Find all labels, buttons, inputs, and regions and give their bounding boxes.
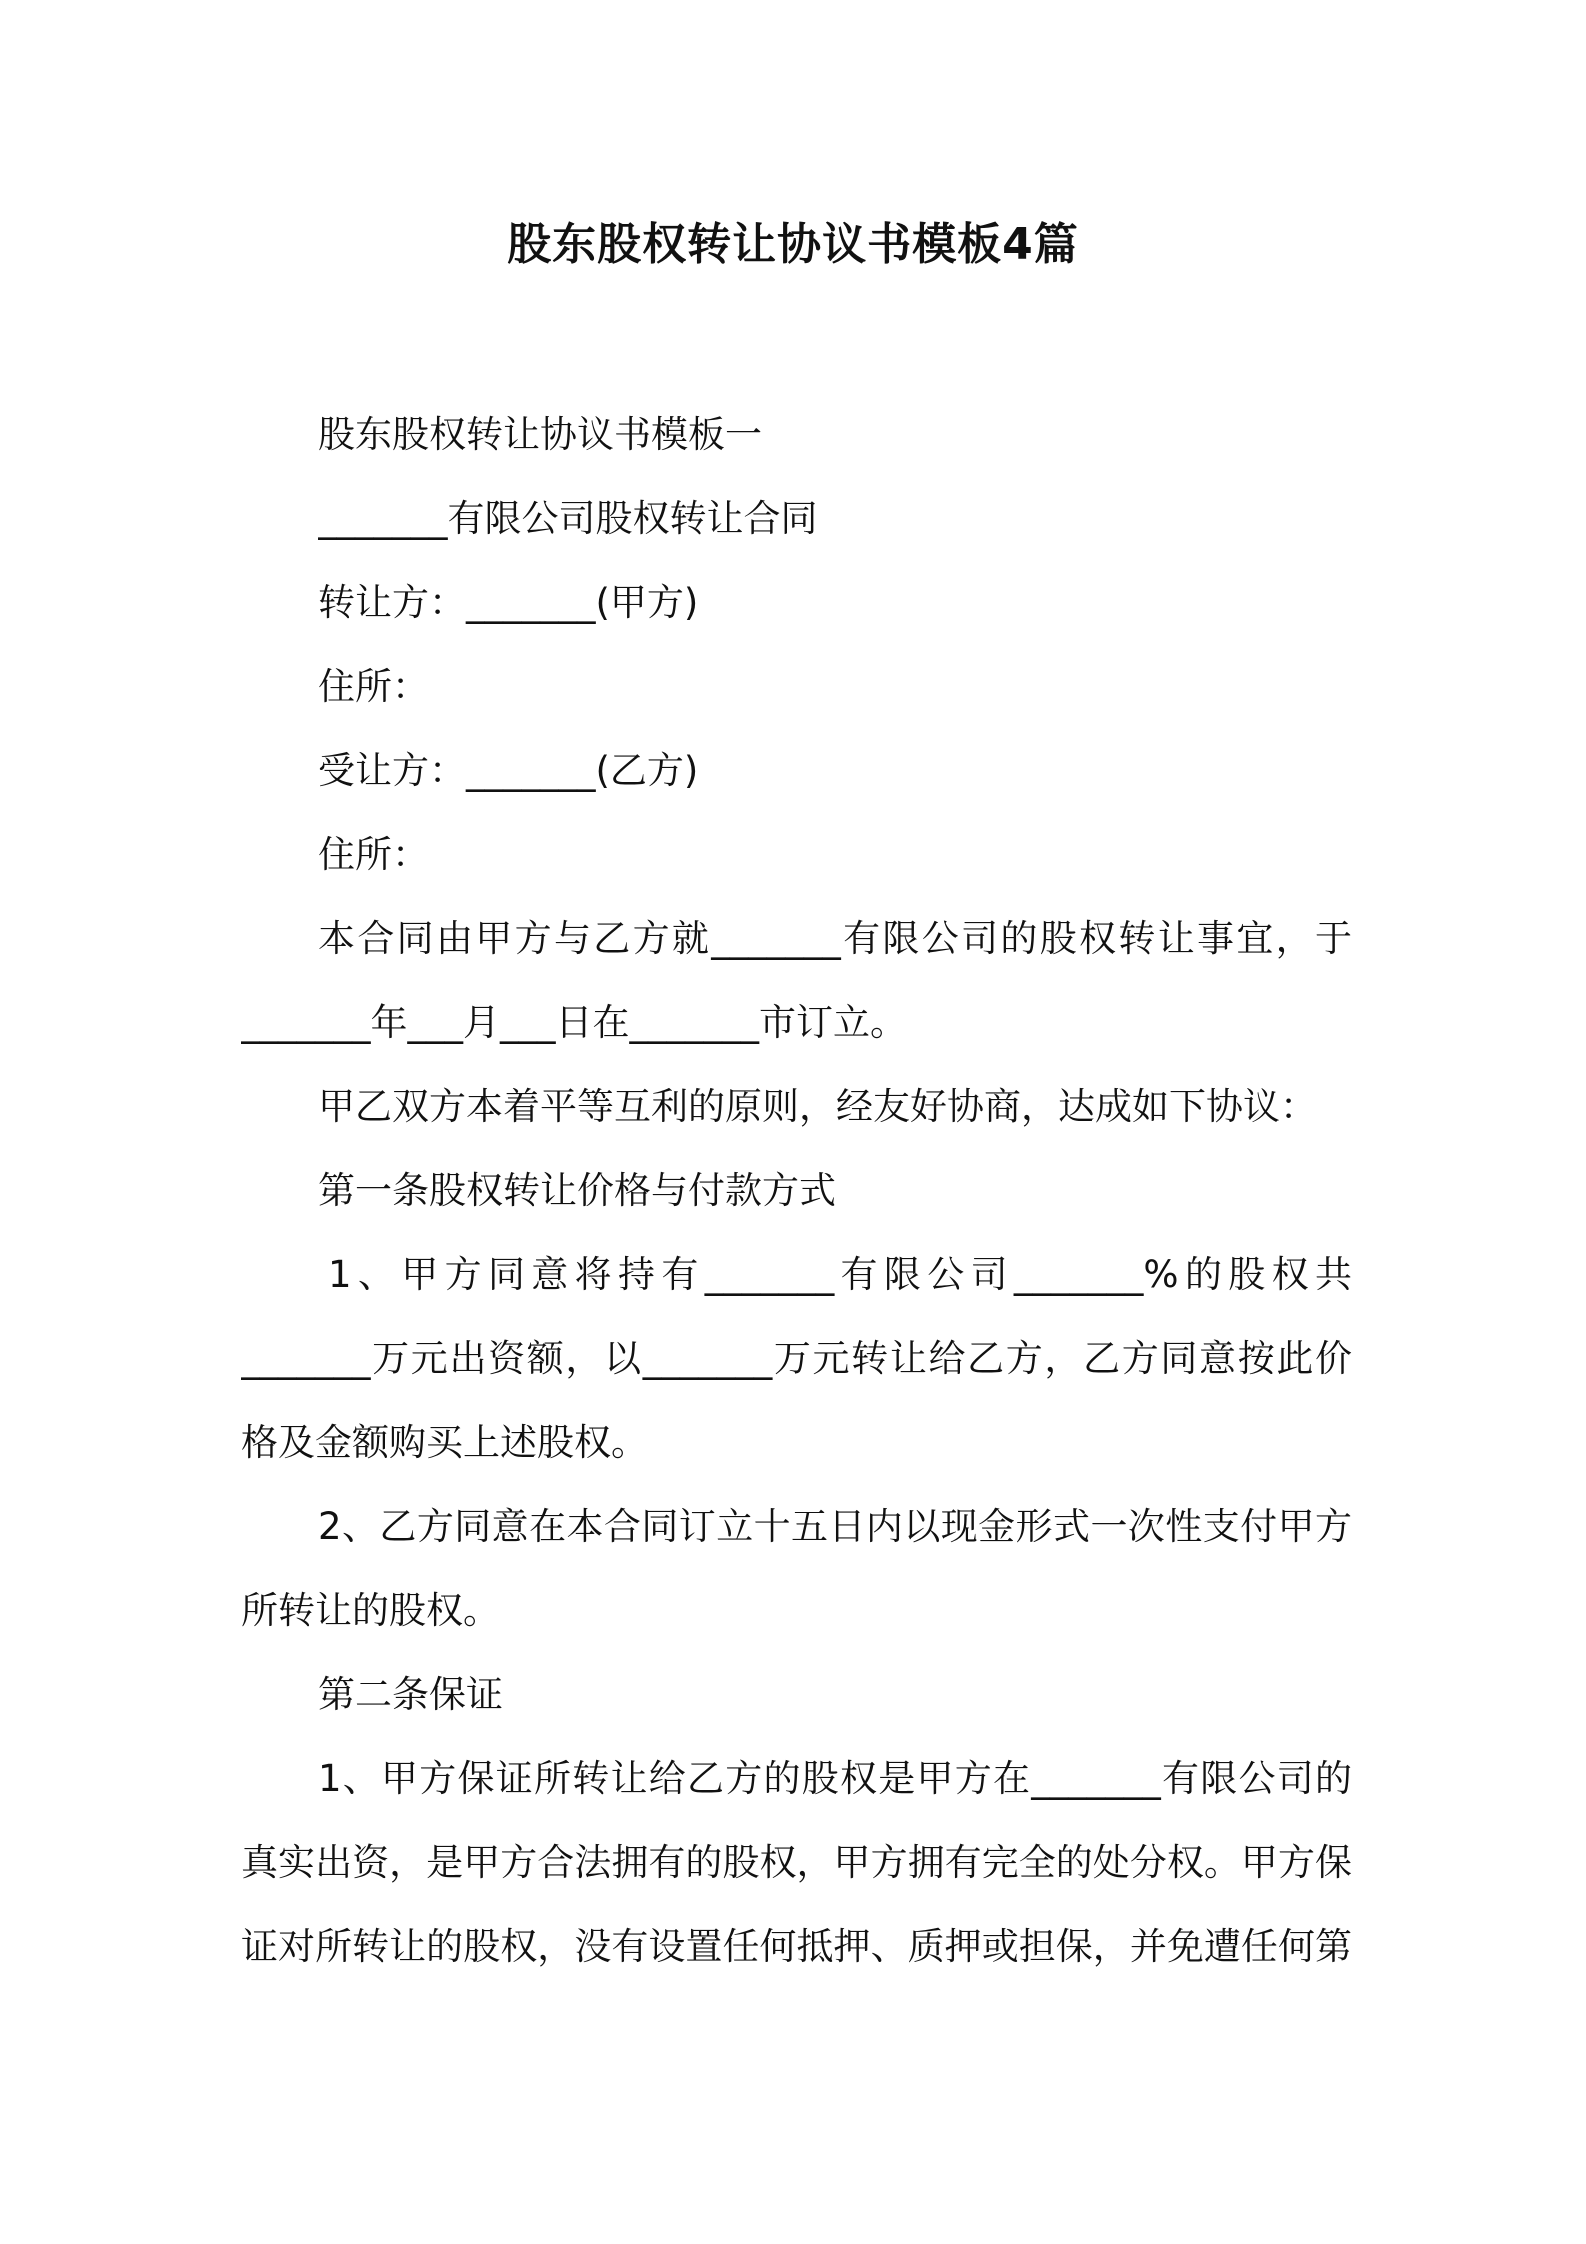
contract-title: _______有限公司股权转让合同 [318, 497, 818, 540]
paragraph-line: _______年___月___日在_______市订立。 [241, 1001, 907, 1044]
transferor-line: 转让方：_______(甲方) [318, 581, 699, 624]
paragraph-line: _______万元出资额，以_______万元转让给乙方，乙方同意按此价 [241, 1337, 1352, 1380]
article-heading: 第二条保证 [318, 1673, 503, 1716]
paragraph-line: 甲乙双方本着平等互利的原则，经友好协商，达成如下协议： [318, 1085, 1317, 1128]
paragraph-line: 证对所转让的股权，没有设置任何抵押、质押或担保，并免遭任何第 [241, 1925, 1352, 1968]
transferee-address-line: 住所： [318, 833, 429, 876]
paragraph-line: 真实出资，是甲方合法拥有的股权，甲方拥有完全的处分权。甲方保 [241, 1841, 1352, 1884]
transferor-address-line: 住所： [318, 665, 429, 708]
article-heading: 第一条股权转让价格与付款方式 [318, 1169, 836, 1212]
paragraph-line: 1、甲方同意将持有_______有限公司_______%的股权共 [328, 1253, 1352, 1296]
paragraph-line: 本合同由甲方与乙方就_______有限公司的股权转让事宜，于 [318, 917, 1352, 960]
section-heading-template-one: 股东股权转让协议书模板一 [318, 413, 762, 456]
paragraph-line: 所转让的股权。 [241, 1589, 500, 1632]
document-title: 股东股权转让协议书模板4篇 [507, 219, 1079, 270]
paragraph-line: 1、甲方保证所转让给乙方的股权是甲方在_______有限公司的 [318, 1757, 1352, 1800]
paragraph-line: 2、乙方同意在本合同订立十五日内以现金形式一次性支付甲方 [318, 1505, 1352, 1548]
paragraph-line: 格及金额购买上述股权。 [241, 1421, 648, 1464]
transferee-line: 受让方：_______(乙方) [318, 749, 699, 792]
